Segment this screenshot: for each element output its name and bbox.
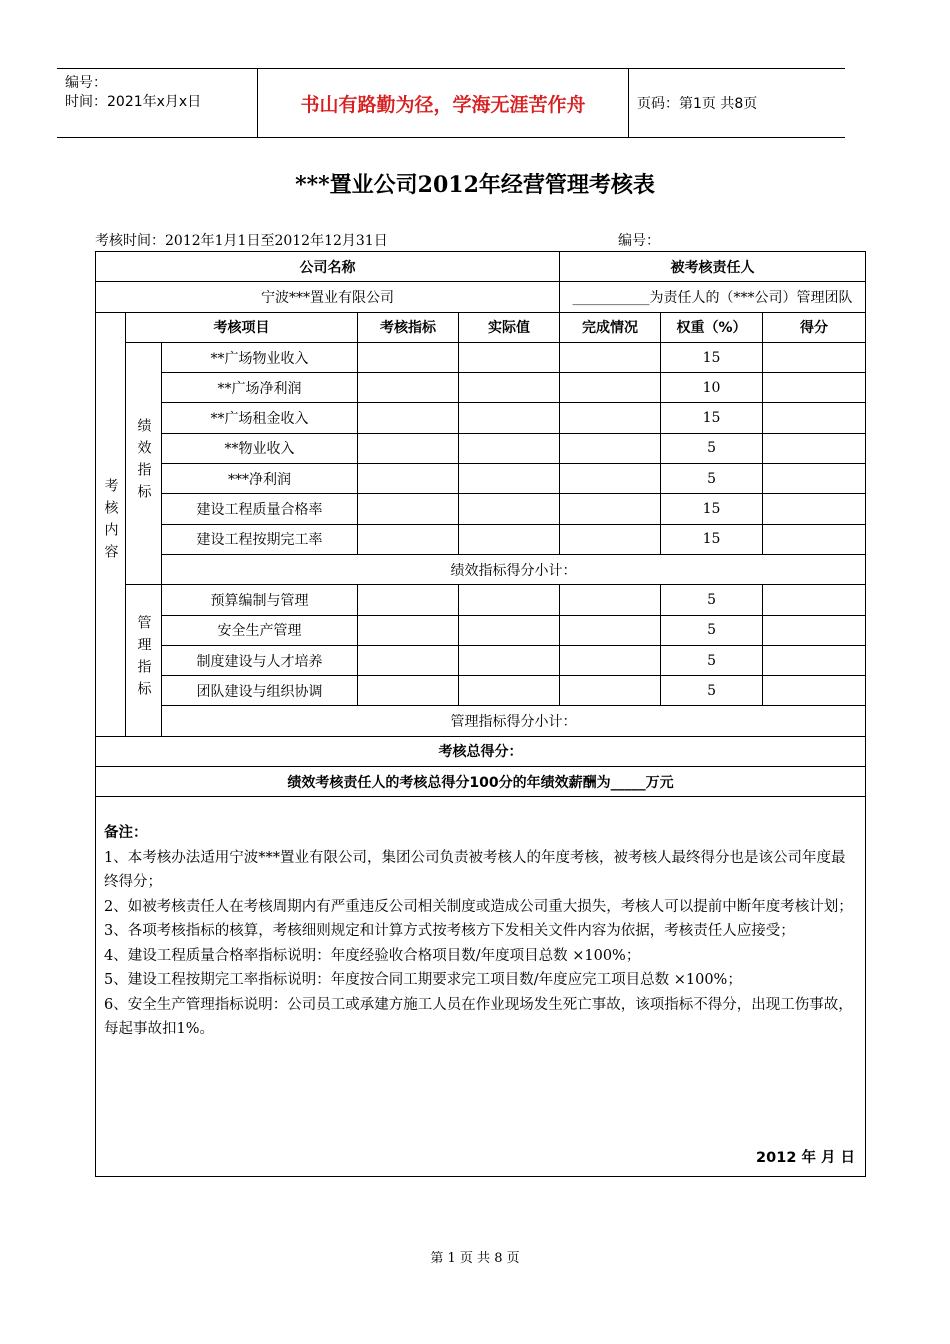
document-title: ***置业公司2012年经营管理考核表 xyxy=(295,172,655,198)
row-score[interactable] xyxy=(763,464,866,494)
mgmt-subtotal: 管理指标得分小计： xyxy=(162,706,866,736)
table-row xyxy=(96,524,866,554)
row-completion[interactable] xyxy=(560,494,661,524)
row-weight: 5 xyxy=(661,676,763,706)
page-header xyxy=(57,68,845,138)
section-label-cell xyxy=(96,312,126,736)
row-weight: 15 xyxy=(661,494,763,524)
row-actual[interactable] xyxy=(459,615,560,645)
row-score[interactable] xyxy=(763,615,866,645)
row-actual[interactable] xyxy=(459,464,560,494)
row-item: 预算编制与管理 xyxy=(162,585,358,615)
row-indicator[interactable] xyxy=(358,676,459,706)
table-row xyxy=(96,645,866,675)
row-indicator[interactable] xyxy=(358,494,459,524)
row-weight: 5 xyxy=(661,433,763,463)
note-line: 5、建设工程按期完工率指标说明：年度按合同工期要求完工项目数/年度应完工项目总数 ×100%； xyxy=(104,972,742,989)
perf-label: 绩效指标 xyxy=(135,417,152,506)
row-score[interactable] xyxy=(763,494,866,524)
row-item: **广场物业收入 xyxy=(162,342,358,372)
table-row xyxy=(96,615,866,645)
perf-label-cell xyxy=(126,342,162,584)
row-actual[interactable] xyxy=(459,676,560,706)
row-indicator[interactable] xyxy=(358,403,459,433)
row-weight: 5 xyxy=(661,585,763,615)
table-row xyxy=(96,676,866,706)
note-line: 1、本考核办法适用宁波***置业有限公司，集团公司负责被考核人的年度考核，被考核人最终得分也是该公司年度最终得分； xyxy=(104,849,846,891)
table-row xyxy=(96,585,866,615)
header-time-label: 时间：2021年x月x日 xyxy=(65,94,202,110)
table-row xyxy=(96,433,866,463)
row-score[interactable] xyxy=(763,433,866,463)
note-line: 3、各项考核指标的核算，考核细则规定和计算方式按考核方下发相关文件内容为依据，考核责任人应接受； xyxy=(104,923,795,940)
row-score[interactable] xyxy=(763,524,866,554)
row-actual[interactable] xyxy=(459,585,560,615)
header-meta-cell xyxy=(57,69,258,137)
row-completion[interactable] xyxy=(560,403,661,433)
row-completion[interactable] xyxy=(560,342,661,372)
header-motto: 书山有路勤为径，学海无涯苦作舟 xyxy=(258,69,629,137)
row-indicator[interactable] xyxy=(358,433,459,463)
row-indicator[interactable] xyxy=(358,524,459,554)
row-weight: 5 xyxy=(661,615,763,645)
row-actual[interactable] xyxy=(459,645,560,675)
signature-date: 2012 年 月 日 xyxy=(756,1149,856,1166)
row-weight: 10 xyxy=(661,373,763,403)
col-header-weight: 权重（%） xyxy=(661,312,763,342)
company-name-value: 宁波***置业有限公司 xyxy=(96,282,560,312)
row-score[interactable] xyxy=(763,585,866,615)
col-header-actual: 实际值 xyxy=(459,312,560,342)
number-label: 编号： xyxy=(618,233,660,249)
row-indicator[interactable] xyxy=(358,342,459,372)
row-actual[interactable] xyxy=(459,524,560,554)
row-indicator[interactable] xyxy=(358,645,459,675)
row-completion[interactable] xyxy=(560,676,661,706)
notes-cell xyxy=(96,797,866,1177)
row-indicator[interactable] xyxy=(358,373,459,403)
table-row xyxy=(96,494,866,524)
salary-line: 绩效考核责任人的考核总得分100分的年绩效薪酬为_____万元 xyxy=(96,767,866,797)
row-weight: 5 xyxy=(661,464,763,494)
row-score[interactable] xyxy=(763,676,866,706)
perf-subtotal: 绩效指标得分小计： xyxy=(162,554,866,584)
mgmt-label-cell xyxy=(126,585,162,736)
row-actual[interactable] xyxy=(459,373,560,403)
table-row xyxy=(96,373,866,403)
row-item: 团队建设与组织协调 xyxy=(162,676,358,706)
note-line: 6、安全生产管理指标说明：公司员工或承建方施工人员在作业现场发生死亡事故，该项指标不得分，出现工伤事故，每起事故扣1%。 xyxy=(104,996,853,1038)
row-weight: 15 xyxy=(661,403,763,433)
row-completion[interactable] xyxy=(560,464,661,494)
section-label: 考核内容 xyxy=(102,478,119,567)
table-row xyxy=(96,464,866,494)
row-indicator[interactable] xyxy=(358,615,459,645)
row-score[interactable] xyxy=(763,342,866,372)
col-header-score: 得分 xyxy=(763,312,866,342)
row-item: **广场租金收入 xyxy=(162,403,358,433)
row-item: **广场净利润 xyxy=(162,373,358,403)
row-actual[interactable] xyxy=(459,403,560,433)
assessment-table xyxy=(95,251,866,1177)
company-name-header: 公司名称 xyxy=(96,252,560,282)
person-header: 被考核责任人 xyxy=(560,252,866,282)
row-item: 建设工程质量合格率 xyxy=(162,494,358,524)
header-code-label: 编号： xyxy=(65,75,107,91)
header-page-info: 页码：第1页 共8页 xyxy=(637,96,758,112)
row-completion[interactable] xyxy=(560,585,661,615)
col-header-indicator: 考核指标 xyxy=(358,312,459,342)
row-score[interactable] xyxy=(763,403,866,433)
row-item: **物业收入 xyxy=(162,433,358,463)
note-line: 4、建设工程质量合格率指标说明：年度经验收合格项目数/年度项目总数 ×100%； xyxy=(104,947,641,964)
assessment-period: 考核时间：2012年1月1日至2012年12月31日 xyxy=(95,233,388,249)
total-score: 考核总得分： xyxy=(96,736,866,766)
col-header-completion: 完成情况 xyxy=(560,312,661,342)
row-completion[interactable] xyxy=(560,433,661,463)
row-actual[interactable] xyxy=(459,494,560,524)
row-item: ***净利润 xyxy=(162,464,358,494)
mgmt-label: 管理指标 xyxy=(135,614,152,703)
row-completion[interactable] xyxy=(560,373,661,403)
row-completion[interactable] xyxy=(560,524,661,554)
row-weight: 15 xyxy=(661,524,763,554)
row-actual[interactable] xyxy=(459,433,560,463)
row-weight: 5 xyxy=(661,645,763,675)
row-completion[interactable] xyxy=(560,645,661,675)
row-actual[interactable] xyxy=(459,342,560,372)
table-row xyxy=(96,403,866,433)
notes-label: 备注： xyxy=(104,825,148,842)
row-score[interactable] xyxy=(763,373,866,403)
col-header-item: 考核项目 xyxy=(126,312,358,342)
row-item: 建设工程按期完工率 xyxy=(162,524,358,554)
note-line: 2、如被考核责任人在考核周期内有严重违反公司相关制度或造成公司重大损失，考核人可以提前中断年度考核计划； xyxy=(104,898,853,915)
row-score[interactable] xyxy=(763,645,866,675)
person-value: ___________为责任人的（***公司）管理团队 xyxy=(560,282,866,312)
row-item: 制度建设与人才培养 xyxy=(162,645,358,675)
row-indicator[interactable] xyxy=(358,585,459,615)
row-completion[interactable] xyxy=(560,615,661,645)
row-weight: 15 xyxy=(661,342,763,372)
table-row xyxy=(96,342,866,372)
page-footer: 第 1 页 共 8 页 xyxy=(430,1251,520,1266)
row-indicator[interactable] xyxy=(358,464,459,494)
row-item: 安全生产管理 xyxy=(162,615,358,645)
